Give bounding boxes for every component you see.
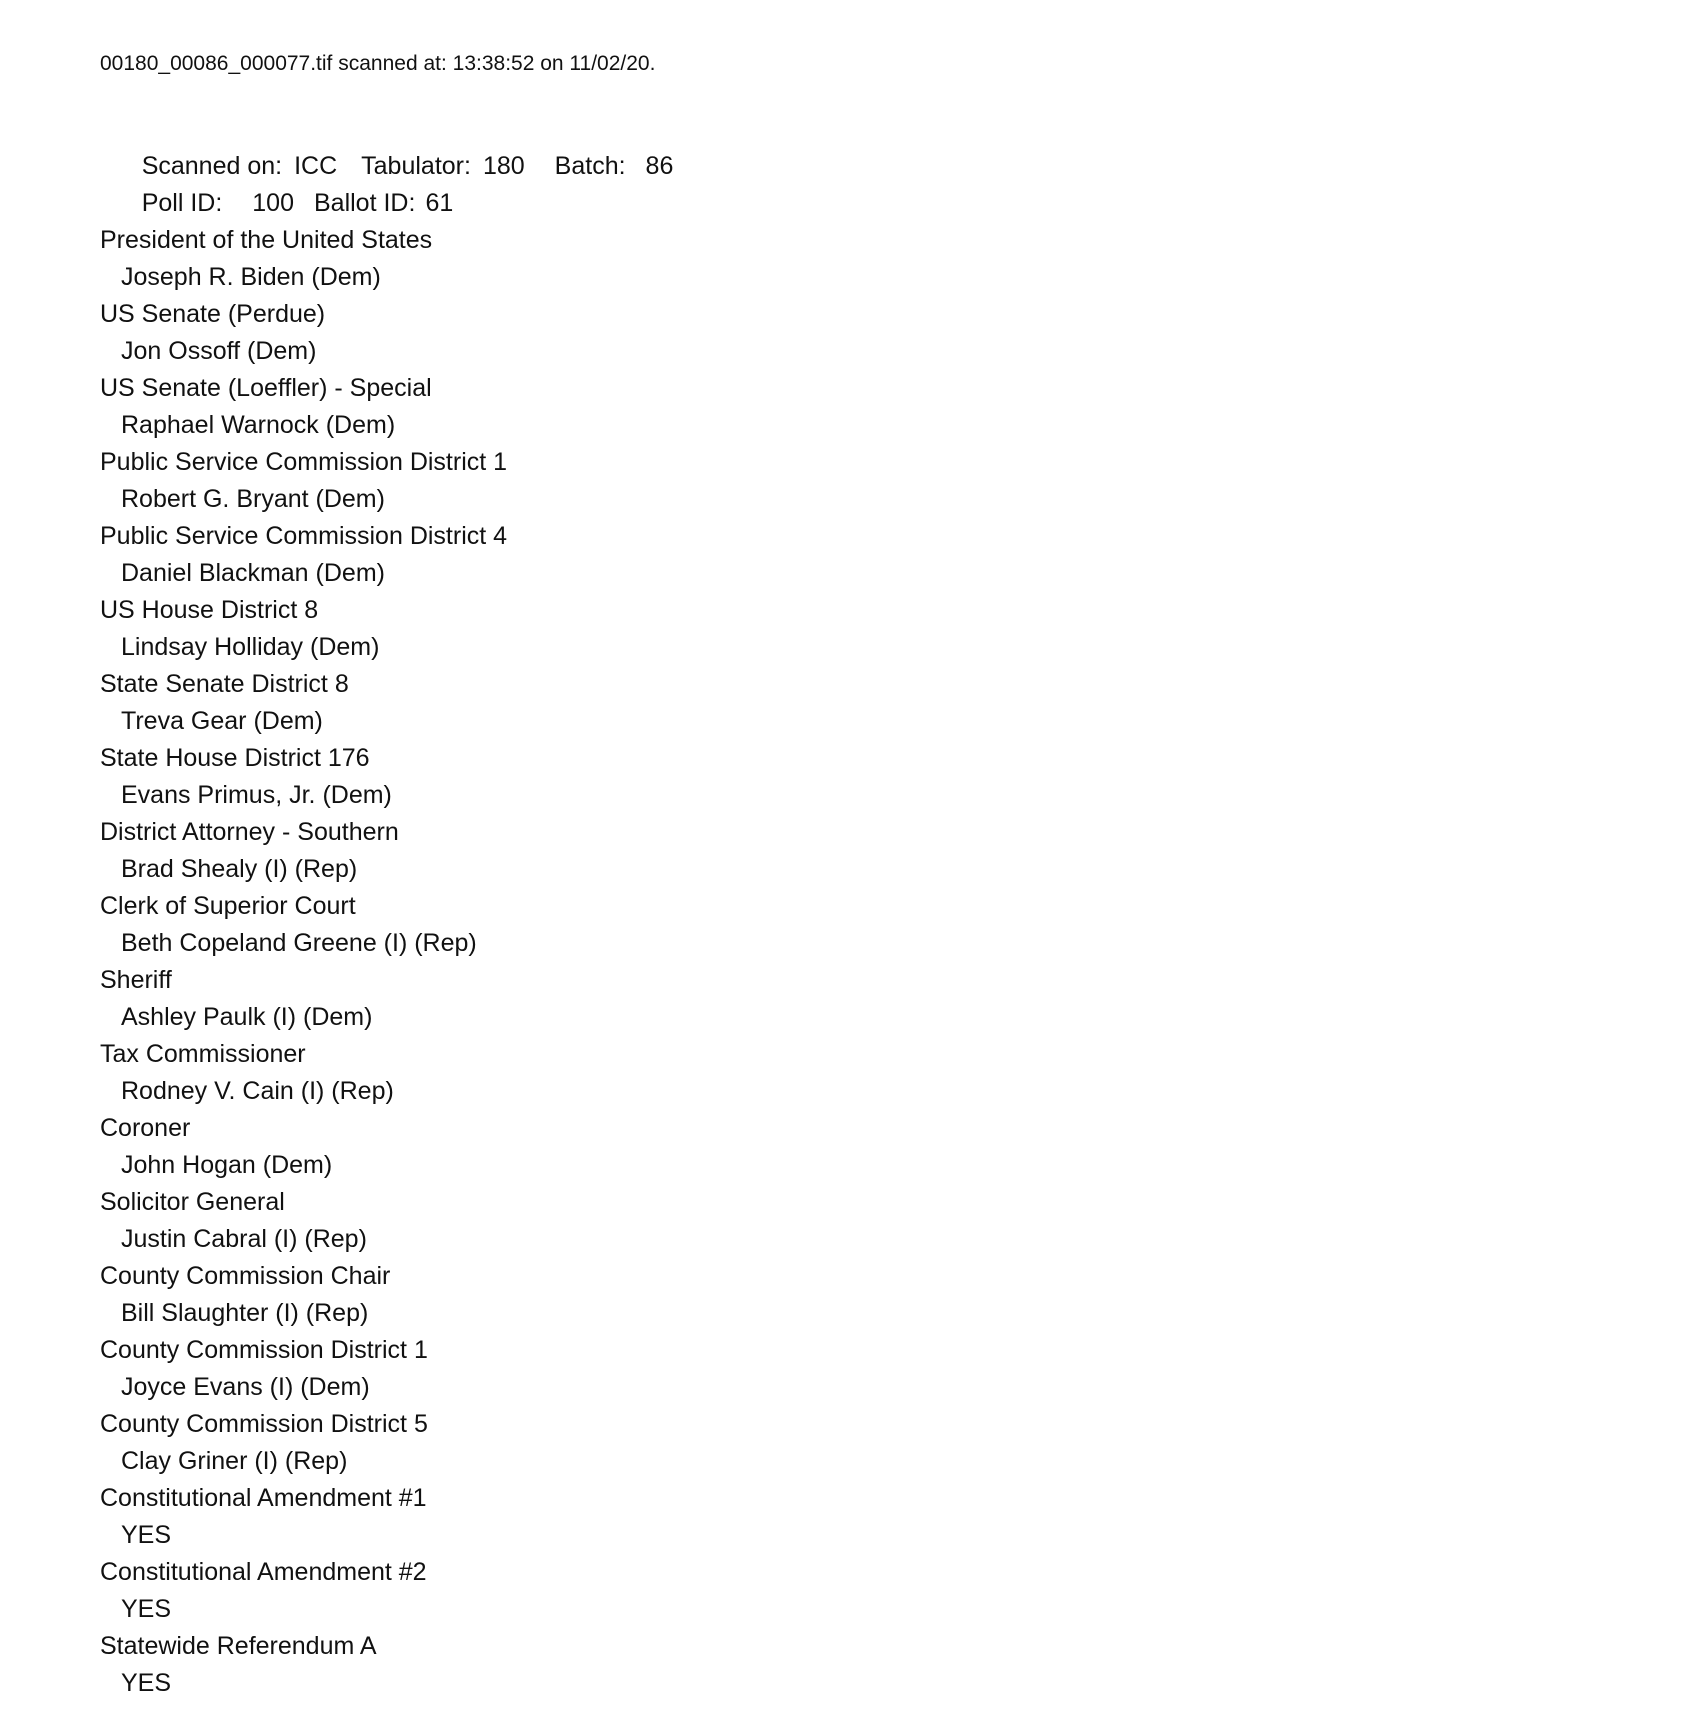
ballot-metadata	[100, 111, 674, 217]
race-title: Statewide Referendum A	[100, 1632, 377, 1660]
race-item	[100, 740, 507, 814]
race-title: Coroner	[100, 1114, 191, 1142]
batch-label: Batch:	[554, 152, 626, 180]
race-title: County Commission District 5	[100, 1410, 428, 1438]
scanned-on-label: Scanned on:	[141, 152, 283, 180]
race-item	[100, 444, 507, 518]
ballot-id-value: 61	[425, 189, 454, 217]
race-item	[100, 962, 507, 1036]
race-title: Solicitor General	[100, 1188, 285, 1216]
race-choice: John Hogan (Dem)	[121, 1151, 333, 1179]
race-choice: Lindsay Holliday (Dem)	[121, 633, 380, 661]
ballot-id-label: Ballot ID:	[314, 189, 416, 217]
race-choice: Rodney V. Cain (I) (Rep)	[121, 1077, 394, 1105]
race-choice: Clay Griner (I) (Rep)	[121, 1447, 348, 1475]
race-title: Tax Commissioner	[100, 1040, 306, 1068]
race-title: State Senate District 8	[100, 670, 349, 698]
race-choice: Daniel Blackman (Dem)	[121, 559, 385, 587]
race-list	[100, 222, 507, 1702]
race-item	[100, 1258, 507, 1332]
race-title: US Senate (Perdue)	[100, 300, 326, 328]
race-choice: Treva Gear (Dem)	[121, 707, 323, 735]
race-choice: Beth Copeland Greene (I) (Rep)	[121, 929, 477, 957]
race-item	[100, 666, 507, 740]
race-choice: Evans Primus, Jr. (Dem)	[121, 781, 392, 809]
race-choice: Joyce Evans (I) (Dem)	[121, 1373, 370, 1401]
race-item	[100, 814, 507, 888]
race-choice: Jon Ossoff (Dem)	[121, 337, 317, 365]
race-item	[100, 888, 507, 962]
race-item	[100, 1628, 507, 1702]
race-item	[100, 370, 507, 444]
race-choice: Raphael Warnock (Dem)	[121, 411, 396, 439]
scanned-on-value: ICC	[294, 152, 338, 180]
race-item	[100, 296, 507, 370]
race-choice: YES	[121, 1521, 172, 1549]
race-choice: Robert G. Bryant (Dem)	[121, 485, 385, 513]
race-title: Sheriff	[100, 966, 172, 994]
race-title: President of the United States	[100, 226, 433, 254]
race-title: Constitutional Amendment #2	[100, 1558, 427, 1586]
poll-id-value: 100	[252, 189, 294, 217]
race-title: Public Service Commission District 4	[100, 522, 508, 550]
race-item	[100, 1406, 507, 1480]
batch-value: 86	[645, 152, 674, 180]
race-title: Clerk of Superior Court	[100, 892, 356, 920]
race-choice: Justin Cabral (I) (Rep)	[121, 1225, 367, 1253]
scan-details-row	[100, 111, 674, 180]
race-title: County Commission Chair	[100, 1262, 391, 1290]
race-choice: Bill Slaughter (I) (Rep)	[121, 1299, 369, 1327]
race-title: District Attorney - Southern	[100, 818, 399, 846]
tabulator-value: 180	[482, 152, 525, 180]
tabulator-label: Tabulator:	[361, 152, 471, 180]
poll-id-label: Poll ID:	[141, 189, 223, 217]
race-title: US House District 8	[100, 596, 319, 624]
race-title: Public Service Commission District 1	[100, 448, 508, 476]
race-choice: YES	[121, 1595, 172, 1623]
race-choice: Ashley Paulk (I) (Dem)	[121, 1003, 373, 1031]
race-title: Constitutional Amendment #1	[100, 1484, 427, 1512]
race-item	[100, 1036, 507, 1110]
race-title: County Commission District 1	[100, 1336, 428, 1364]
race-choice: Brad Shealy (I) (Rep)	[121, 855, 358, 883]
race-choice: YES	[121, 1669, 172, 1697]
race-item	[100, 1332, 507, 1406]
race-item	[100, 518, 507, 592]
race-item	[100, 1184, 507, 1258]
race-item	[100, 592, 507, 666]
race-item	[100, 1480, 507, 1554]
race-choice: Joseph R. Biden (Dem)	[121, 263, 381, 291]
race-item	[100, 222, 507, 296]
race-title: State House District 176	[100, 744, 370, 772]
race-item	[100, 1554, 507, 1628]
race-title: US Senate (Loeffler) - Special	[100, 374, 432, 402]
scan-info-line: 00180_00086_000077.tif scanned at: 13:38:52 on 11/02/20.	[100, 52, 656, 75]
race-item	[100, 1110, 507, 1184]
